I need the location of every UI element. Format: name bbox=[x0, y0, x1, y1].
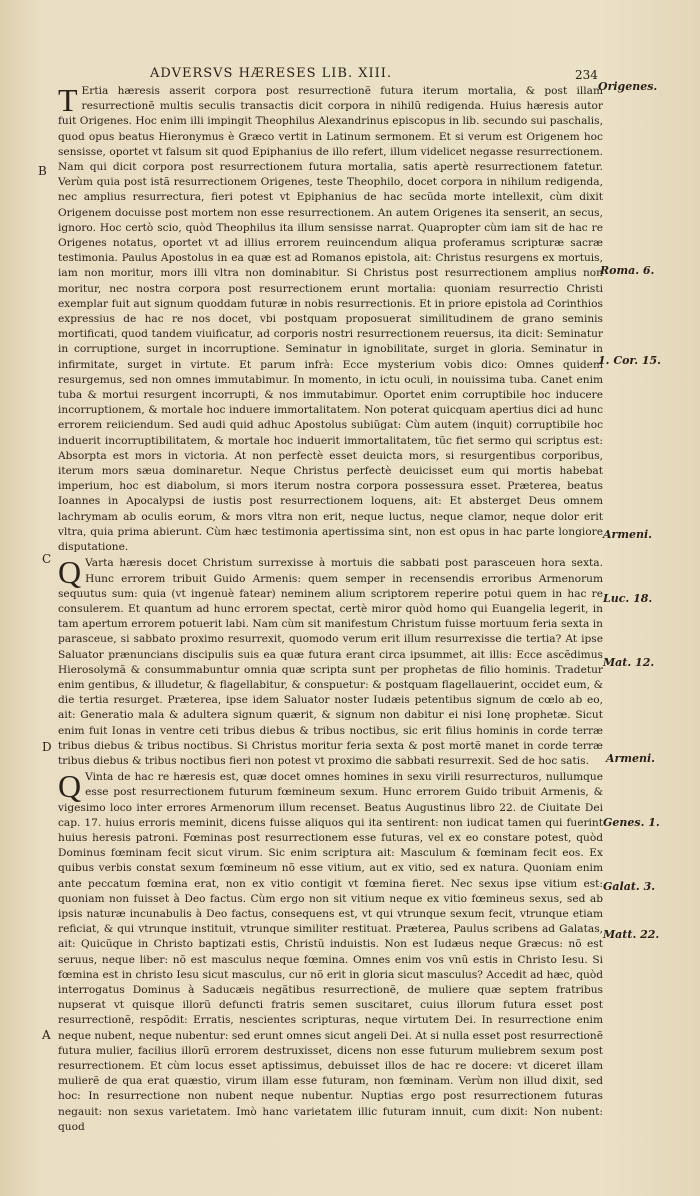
marginal-note: Armeni. bbox=[603, 528, 652, 541]
paragraph bbox=[58, 770, 603, 1135]
page-number: 234 bbox=[575, 68, 598, 82]
drop-initial: T bbox=[58, 82, 78, 118]
section-letter: C bbox=[42, 552, 52, 566]
section-letter: B bbox=[38, 164, 47, 178]
paragraph-text: Ertia hæresis asserit corpora post resurrectionẽ futura iterum mortalia, & post illam resurrectionẽ multis seculis transactis dicit corpora in nihilũ redigenda. Huius hæresis autor fuit Origenes. Hoc enim illi impingit Theophilus Alexandrinus episcopus in lib. secundo sui paschalis, quod opus beatus Hieronymus è Græco vertit in Latinum sermonem. Et si verum est Origenem hoc sensisse, oportet vt falsum sit quod Epiphanius de illo refert, illum videlicet negasse resurrectionem. Nam qui dicit corpora post resurrectionem futura mortalia, satis apertè resurrectionem fatetur. Verùm quia post istã resurrectionem Origenes, teste Theophilo, docet corpora in nihilum redigenda, nec amplius resurrectura, fieri potest vt Epiphanius de hac secũda morte intellexit, cùm dixit Origenem docuisse post mortem non esse resurrectionem. An autem Origenes ita senserit, an secus, ignoro. Hoc certò scio, quòd Theophilus ita illum sensisse narrat. Quapropter cùm iam sit de hac re Origenes notatus, oportet vt ad illius errorem reuincendum aliqua proferamus scripturæ sacræ testimonia. Paulus Apostolus in ea quæ est ad Romanos epistola, ait: Christus resurgens ex mortuis, iam non moritur, mors illi vltra non dominabitur. Si Christus post resurrectionem amplius non moritur, nec nostra corpora post resurrectionem erunt mortalia: quoniam resurrectio Christi exemplar fuit aut signum quoddam futuræ in nobis resurrectionis. Et in priore epistola ad Corinthios expressius de hac re nos docet, vbi postquam proposuerat similitudinem de grano seminis mortificati, quod tandem viuificatur, ad corporis nostri resurrectionem reuersus, ita dicit: Seminatur in corruptione, surget in incorruptione. Seminatur in ignobilitate, surget in gloria. Seminatur in infirmitate, surget in virtute. Et parum infrà: Ecce mysterium vobis dico: Omnes quidem resurgemus, sed non omnes immutabimur. In momento, in ictu oculi, in nouissima tuba. Canet enim tuba & mortui resurgent incorrupti, & nos immutabimur. Oportet enim corruptibile hoc inducere incorruptionem, & mortale hoc induere immortalitatem. Non poterat quicquam apertius dici ad hunc errorem reiiciendum. Sed audi quid adhuc Apostolus subiũgat: Cùm autem (inquit) corruptibile hoc induerit incorruptibilitatem, & mortale hoc induerit immortalitatem, tũc fiet sermo qui scriptus est: Absorpta est mors in victoria. At non perfectè esset deuicta mors, si resurgentibus corporibus, iterum mors sæua dominaretur. Neque Christus perfectè deuicisset eum qui mortis habebat imperium, hoc est diabolum, si mors iterum nostra corpora possessura esset. Præterea, beatus Ioannes in Apocalypsi de iustis post resurrectionem loquens, ait: Et absterget Deus omnem lachrymam ab oculis eorum, & mors vltra non erit, neque luctus, neque clamor, neque dolor erit vltra, quia prima abierunt. Cùm hæc testimonia apertissima sint, non est opus in hac parte longiore disputatione. bbox=[58, 85, 603, 554]
drop-initial: Q bbox=[58, 554, 82, 591]
marginal-note: Mat. 12. bbox=[603, 656, 655, 669]
marginal-note: Matt. 22. bbox=[603, 928, 660, 941]
paragraph-text: Varta hæresis docet Christum surrexisse à mortuis die sabbati post parasceuen hora sexta. Hunc errorem tribuit Guido Armenis: quem semper in recensendis erroribus Armenorum sequutus sum: quia (vt ingenuè fatear) neminem alium scriptorem reperire potui quem in hac re consulerem. Et quantum ad hunc errorem spectat, certè miror quòd homo qui Euangelia legerit, in tam apertum errorem potuerit labi. Nam cùm sit manifestum Christum fuisse mortuum feria sexta in parasceue, si sabbato proximo resurrexit, quomodo verum erit illum resurrexisse die tertia? At ipse Saluator prænuncians discipulis suis ea quæ futura erant circa ipsummet, ait illis: Ecce ascẽdimus Hierosolymã & consummabuntur omnia quæ scripta sunt per prophetas de filio hominis. Tradetur enim gentibus, & illudetur, & flagellabitur, & conspuetur: & postquam flagellauerint, occidet eum, & die tertia resurget. Præterea, ipse idem Saluator noster Iudæis petentibus signum de cœlo ab eo, ait: Generatio mala & adultera signum quærit, & signum non dabitur ei nisi Ionę prophetæ. Sicut enim fuit Ionas in ventre ceti tribus diebus & tribus noctibus, sic erit filius hominis in corde terræ tribus diebus & tribus noctibus. Si Christus moritur feria sexta & post mortẽ manet in corde terræ tribus diebus & tribus noctibus fieri non potest vt proximo die sabbati resurrexit. Sed de hoc satis. bbox=[58, 557, 603, 767]
paragraph bbox=[58, 556, 603, 769]
marginal-note: 1. Cor. 15. bbox=[598, 354, 661, 367]
paragraph-text: Vinta de hac re hæresis est, quæ docet omnes homines in sexu virili resurrecturos, nullumque esse post resurrectionem futurum fœmineum sexum. Hunc errorem Guido tribuit Armenis, & vigesimo loco inter errores Armenorum illum recenset. Beatus Augustinus libro 22. de Ciuitate Dei cap. 17. huius erroris meminit, dicens fuisse aliquos qui ita sentirent: non iudicat tamen qui fuerint huius heresis patroni. Fœminas post resurrectionem esse futuras, vel ex eo constare potest, quòd Dominus fœminam fecit sicut virum. Sic enim scriptura ait: Masculum & fœminam fecit eos. Ex quibus verbis constat sexum fœmineum nõ esse vitium, aut ex vitio, sed ex natura. Quoniam enim ante peccatum fœmina erat, non ex vitio contigit vt fœmina fieret. Nec sexus ipse vitium est: quoniam non fuisset à Deo factus. Cùm ergo non sit vitium neque ex vitio fœmineus sexus, sed ab ipsis naturæ incunabulis à Deo factus, consequens est, vt qui vtrunque sexum fecit, vtrunque etiam reficiat, & qui vtrunque instituit, vtrunque similiter restituat. Præterea, Paulus scribens ad Galatas, ait: Quicũque in Christo baptizati estis, Christũ induistis. Non est Iudæus neque Græcus: nõ est seruus, neque liber: nõ est masculus neque fœmina. Omnes enim vos vnũ estis in Christo Iesu. Si fœmina est in christo Iesu sicut masculus, cur nõ erit in gloria sicut masculus? Accedit ad hæc, quòd interrogatus Dominus à Saducæis negãtibus resurrectionẽ, de muliere quæ septem fratribus nupserat vt quisque illorũ defuncti fratris semen suscitaret, cuius illorum futura esset post resurrectionẽ, respõdit: Erratis, nescientes scripturas, neque virtutem Dei. In resurrectione enim neque nubent, neque nubentur: sed erunt omnes sicut angeli Dei. At si nulla esset post resurrectionẽ futura mulier, facilius illorũ errorem destruxisset, dicens non esse futurum muliebrem sexum post resurrectionem. Et cùm locus esset aptissimus, debuisset illos de hac re docere: vt diceret illam mulierẽ de qua erat quæstio, virum illam esse futuram, non fœminam. Verùm non illud dixit, sed hoc: In resurrectione non nubent neque nubentur. Nuptias ergo post resurrectionem futuras negauit: non sexus varietatem. Imò hanc varietatem illic futuram innuit, cum dixit: Non nubent: quod bbox=[58, 771, 603, 1133]
section-letter: A bbox=[42, 1028, 51, 1042]
marginal-note: Origenes. bbox=[598, 80, 658, 93]
running-head: ADVERSVS HÆRESES LIB. XIII. bbox=[150, 66, 393, 81]
marginal-note: Roma. 6. bbox=[600, 264, 655, 277]
marginal-note: Galat. 3. bbox=[603, 880, 656, 893]
paragraph bbox=[58, 84, 603, 555]
text-block bbox=[58, 84, 603, 1136]
marginal-note: Armeni. bbox=[606, 752, 655, 765]
drop-initial: Q bbox=[58, 768, 82, 805]
section-letter: D bbox=[42, 740, 52, 754]
marginal-note: Genes. 1. bbox=[603, 816, 660, 829]
marginal-note: Luc. 18. bbox=[603, 592, 653, 605]
